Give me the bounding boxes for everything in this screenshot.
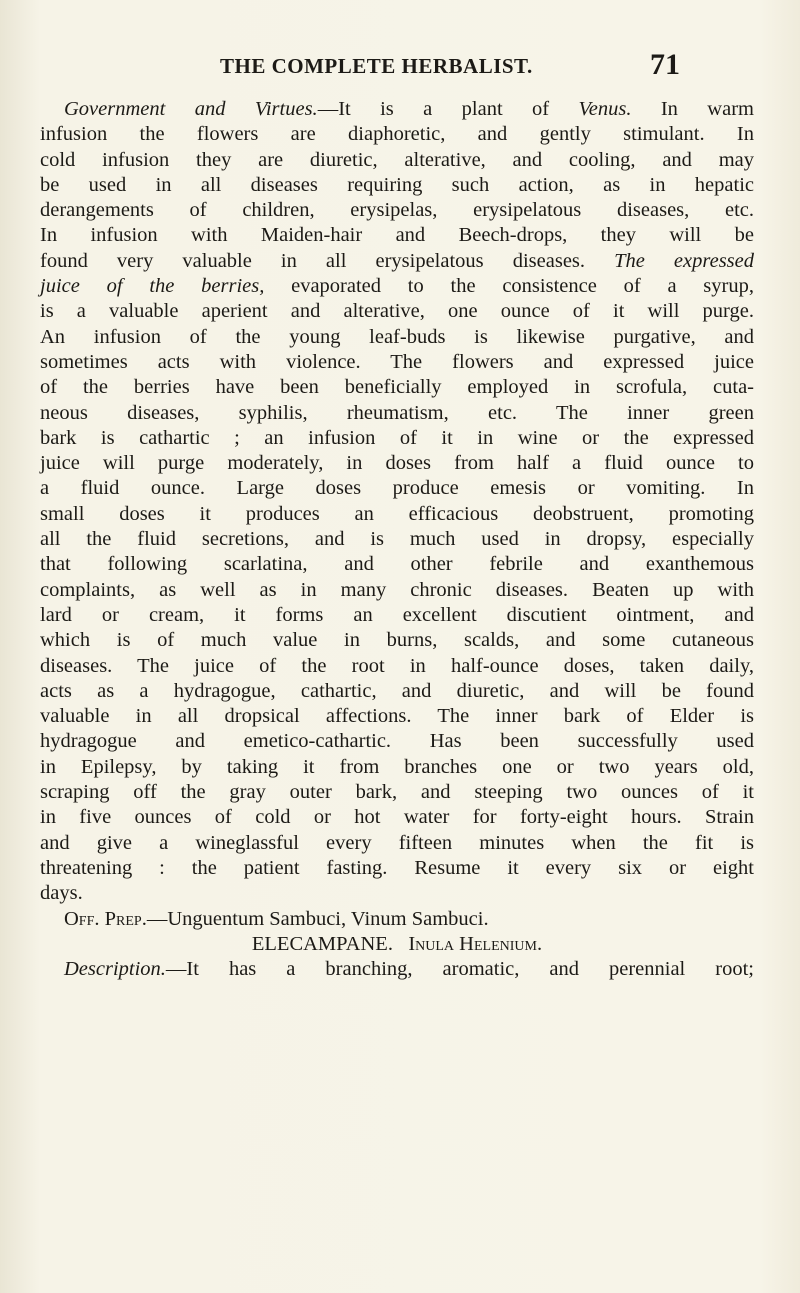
text-line: a fluid ounce. Large doses produce emesis or vomiting. In bbox=[40, 477, 754, 500]
text-line: in Epilepsy, by taking it from branches one or two years old, bbox=[40, 755, 754, 778]
text-line: which is of much value in burns, scalds, and some cutaneous bbox=[40, 629, 754, 652]
description-label: Description. bbox=[64, 958, 166, 981]
section-heading bbox=[40, 932, 754, 957]
latin-name: Inula Helenium. bbox=[408, 932, 543, 955]
description-line: Description.—It has a branching, aromatic, and perennial root; bbox=[64, 958, 754, 981]
text-line: small doses it produces an efficacious deobstruent, promoting bbox=[40, 502, 754, 525]
text-line: hydragogue and emetico-cathartic. Has been successfully used bbox=[40, 730, 754, 753]
plant-name: ELECAMPANE. bbox=[251, 932, 393, 955]
text-line: all the fluid secretions, and is much used in dropsy, especially bbox=[40, 528, 754, 551]
text-line: valuable in all dropsical affections. The inner bark of Elder is bbox=[40, 705, 754, 728]
text-line: neous diseases, syphilis, rheumatism, etc. The inner green bbox=[40, 401, 754, 424]
text-line: lard or cream, it forms an excellent discutient ointment, and bbox=[40, 603, 754, 626]
text-line: complaints, as well as in many chronic diseases. Beaten up with bbox=[40, 578, 754, 601]
text-line: and give a wineglassful every fifteen minutes when the fit is bbox=[40, 831, 754, 854]
body-text bbox=[40, 97, 754, 982]
text-line: threatening : the patient fasting. Resume it every six or eight bbox=[40, 856, 754, 879]
off-prep-label: Off. Prep. bbox=[64, 907, 147, 930]
text-line: of the berries have been beneficially employed in scrofula, cuta- bbox=[40, 376, 754, 399]
running-title: THE COMPLETE HERBALIST. bbox=[220, 54, 533, 78]
text-line: found very valuable in all erysipelatous diseases. The expressed bbox=[40, 249, 754, 272]
text-line: in five ounces of cold or hot water for forty-eight hours. Strain bbox=[40, 806, 754, 829]
text-line: bark is cathartic ; an infusion of it in wine or the expressed bbox=[40, 426, 754, 449]
text-line: Government and Virtues.—It is a plant of Venus. In warm bbox=[64, 98, 754, 120]
running-head bbox=[200, 48, 680, 80]
text-line: that following scarlatina, and other febrile and exanthemous bbox=[40, 553, 754, 576]
text-line: juice will purge moderately, in doses from half a fluid ounce to bbox=[40, 452, 754, 475]
text-line: is a valuable aperient and alterative, one ounce of it will purge. bbox=[40, 300, 754, 323]
section-lead: Government and Virtues. bbox=[64, 98, 318, 120]
text-line: juice of the berries, evaporated to the consistence of a syrup, bbox=[40, 275, 754, 298]
text-line: diseases. The juice of the root in half-ounce doses, taken daily, bbox=[40, 654, 754, 677]
text-line: days. bbox=[40, 882, 83, 905]
text-line: be used in all diseases requiring such action, as in hepatic bbox=[40, 173, 754, 196]
off-prep-line: Off. Prep.—Unguentum Sambuci, Vinum Sambuci. bbox=[64, 907, 489, 930]
text-line: scraping off the gray outer bark, and steeping two ounces of it bbox=[40, 781, 754, 804]
text-line: An infusion of the young leaf-buds is likewise purgative, and bbox=[40, 325, 754, 348]
text-line: acts as a hydragogue, cathartic, and diuretic, and will be found bbox=[40, 679, 754, 702]
page-number: 71 bbox=[650, 48, 680, 81]
text-line: infusion the flowers are diaphoretic, and gently stimulant. In bbox=[40, 123, 754, 146]
text-line: cold infusion they are diuretic, alterative, and cooling, and may bbox=[40, 148, 754, 171]
planet-name: Venus. bbox=[578, 98, 632, 120]
text-line: In infusion with Maiden-hair and Beech-drops, they will be bbox=[40, 224, 754, 247]
text-line: derangements of children, erysipelas, erysipelatous diseases, etc. bbox=[40, 199, 754, 222]
text-line: sometimes acts with violence. The flowers and expressed juice bbox=[40, 350, 754, 373]
